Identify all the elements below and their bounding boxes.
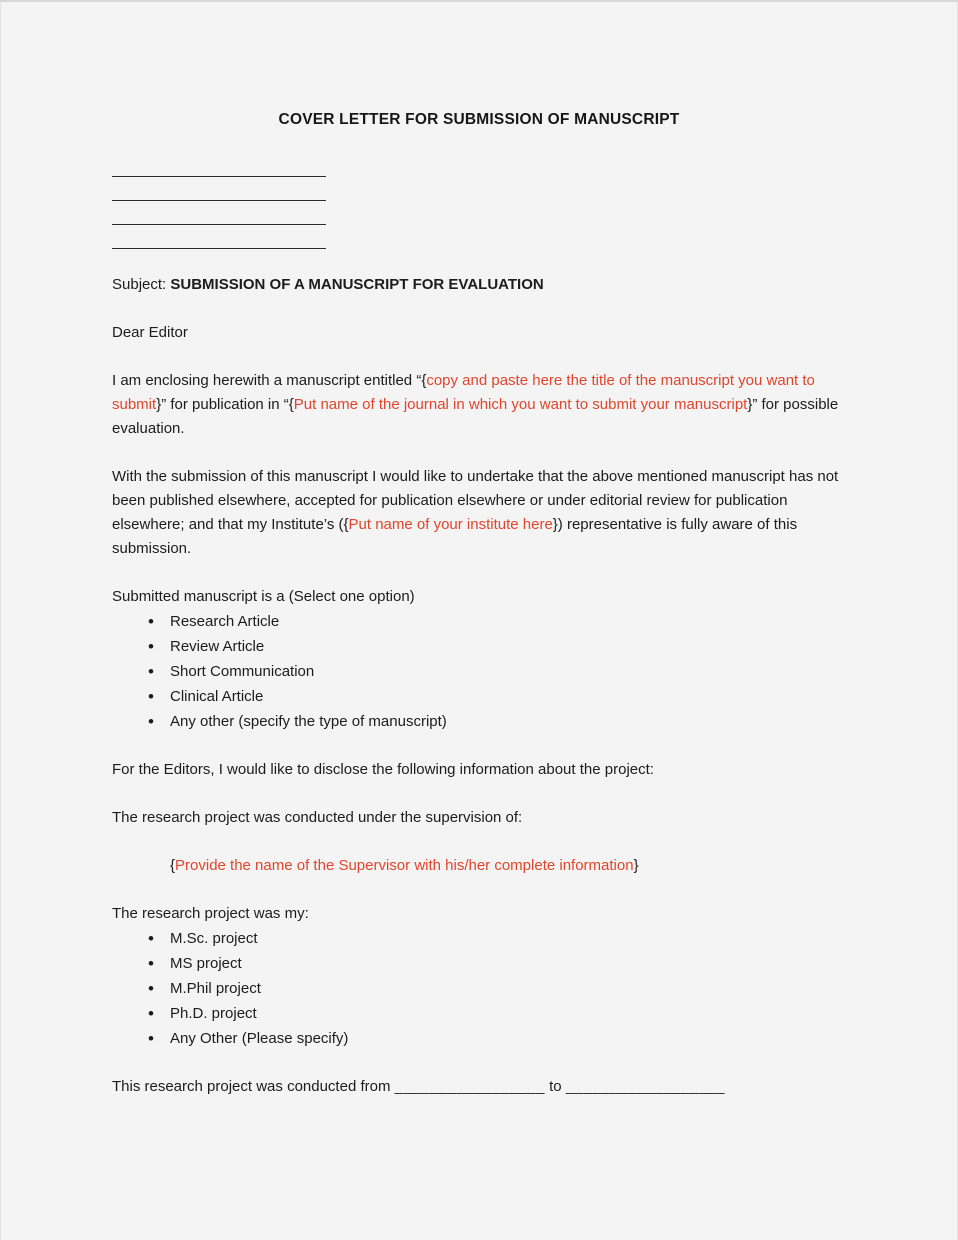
undertaking-text-2: }) representative is fully aware of this submission. <box>112 516 798 557</box>
subject-value: SUBMISSION OF A MANUSCRIPT FOR EVALUATION <box>170 276 544 293</box>
salutation: Dear Editor <box>112 324 188 341</box>
recipient-blank-line <box>112 201 326 225</box>
duration-blank-to: __________________ <box>565 1078 725 1095</box>
recipient-blank-line <box>112 153 326 177</box>
disclosure-line: For the Editors, I would like to disclose the following information about the project: <box>112 761 654 778</box>
undertaking-text-1: With the submission of this manuscript I would like to undertake that the above mentioned manuscript has not been published elsewhere, accepted for publication elsewhere or under editorial review for publication elsewhere; and that my Institute’s ({ <box>112 468 839 533</box>
subject-label: Subject: <box>112 276 171 293</box>
duration-connector: to <box>544 1078 566 1095</box>
list-item: • Ph.D. project <box>112 1001 846 1026</box>
project-type-heading: The research project was my: <box>112 905 309 922</box>
enclosing-text-3: }” for possible evaluation. <box>112 396 839 437</box>
list-item: • MS project <box>112 951 846 976</box>
open-brace: { <box>170 857 176 874</box>
duration-blank-from: _________________ <box>394 1078 545 1095</box>
close-brace: } <box>633 857 639 874</box>
list-item: • Clinical Article <box>112 684 846 709</box>
list-item: • M.Phil project <box>112 976 846 1001</box>
duration-text-1: This research project was conducted from <box>112 1078 395 1095</box>
paragraph-undertaking <box>112 465 846 561</box>
recipient-address-block <box>112 153 846 249</box>
manuscript-type-heading: Submitted manuscript is a (Select one option) <box>112 588 415 605</box>
journal-name-placeholder: Put name of the journal in which you want to submit your manuscript <box>293 396 748 413</box>
list-item: • Short Communication <box>112 659 846 684</box>
supervision-line: The research project was conducted under the supervision of: <box>112 809 523 826</box>
manuscript-type-list <box>112 609 846 734</box>
duration-line <box>112 1075 846 1099</box>
manuscript-title-placeholder: copy and paste here the title of the manuscript you want to submit <box>112 372 815 413</box>
paragraph-enclosing <box>112 369 846 441</box>
subject-line <box>112 273 846 297</box>
list-item: • Review Article <box>112 634 846 659</box>
list-item: • Any other (specify the type of manuscript) <box>112 709 846 734</box>
supervisor-placeholder-line <box>112 854 846 878</box>
list-item: • Any Other (Please specify) <box>112 1026 846 1051</box>
supervisor-name-placeholder: Provide the name of the Supervisor with his/her complete information <box>175 857 634 874</box>
list-item: • Research Article <box>112 609 846 634</box>
enclosing-text-1: I am enclosing herewith a manuscript entitled “{ <box>112 372 427 389</box>
recipient-blank-line <box>112 177 326 201</box>
project-type-list <box>112 926 846 1051</box>
institute-name-placeholder: Put name of your institute here <box>348 516 553 533</box>
page-title: COVER LETTER FOR SUBMISSION OF MANUSCRIPT <box>278 111 680 128</box>
enclosing-text-2: }” for publication in “{ <box>156 396 294 413</box>
list-item: • M.Sc. project <box>112 926 846 951</box>
recipient-blank-line <box>112 225 326 249</box>
